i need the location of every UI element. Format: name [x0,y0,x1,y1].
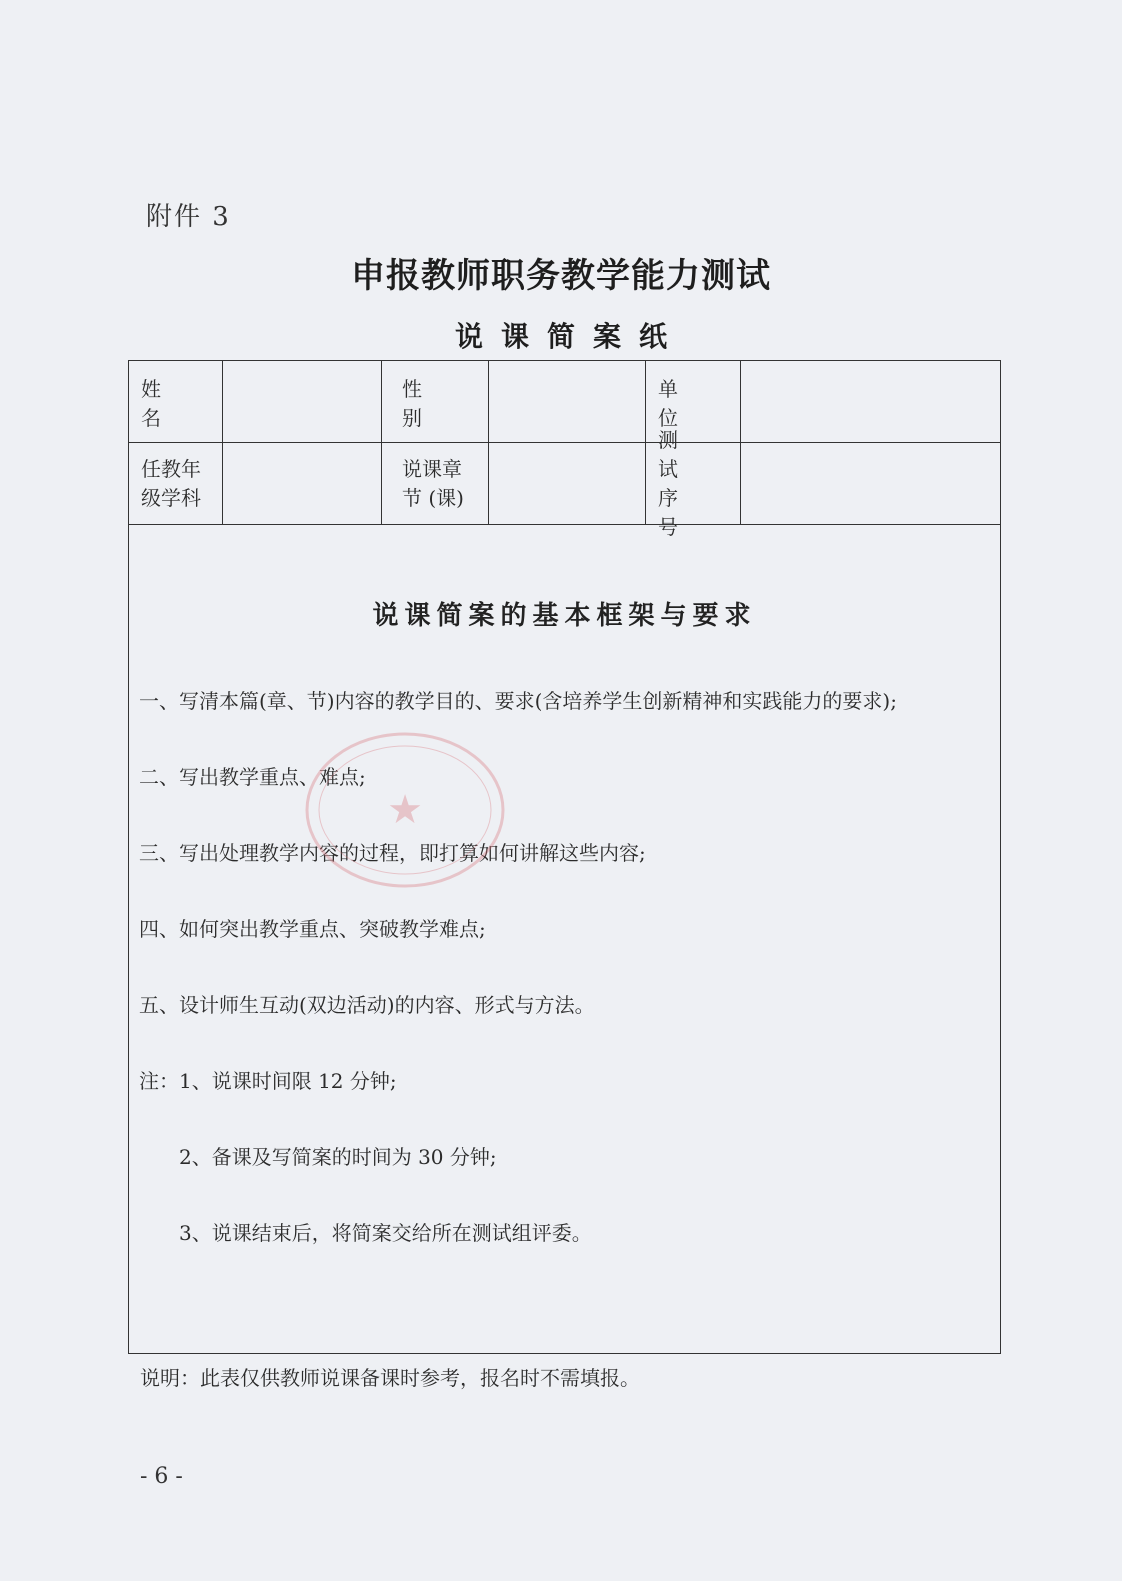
page-number: - 6 - [140,1464,183,1489]
name-label: 姓 名 [129,361,223,442]
note-item: 2、备课及写简案的时间为 30 分钟; [179,1145,497,1169]
attachment-label: 附件 3 [146,202,231,232]
name-field[interactable] [223,361,382,442]
framework-section [129,525,1000,1353]
unit-label: 单 位 [646,361,741,442]
chapter-label: 说课章 节 (课) [382,443,489,524]
requirement-item: 五、设计师生互动(双边活动)的内容、形式与方法。 [139,993,595,1017]
chapter-field[interactable] [489,443,646,524]
requirement-item: 三、写出处理教学内容的过程，即打算如何讲解这些内容; [139,841,646,865]
note-item: 3、说课结束后，将简案交给所在测试组评委。 [179,1221,592,1245]
form-row-lesson-info [129,427,1000,539]
svg-text:★: ★ [387,787,423,833]
lesson-plan-form [128,360,1001,1354]
page-title: 申报教师职务教学能力测试 [351,256,771,296]
form-row-basic-info [129,361,1000,443]
explanation-note: 说明：此表仅供教师说课备课时参考，报名时不需填报。 [140,1366,640,1390]
test-number-field[interactable] [741,443,1000,524]
gender-field[interactable] [489,361,646,442]
requirement-item: 二、写出教学重点、难点; [139,765,366,789]
framework-title: 说课简案的基本框架与要求 [372,601,757,631]
requirement-item: 四、如何突出教学重点、突破教学难点; [139,917,486,941]
unit-field[interactable] [741,361,1000,442]
grade-subject-label: 任教年 级学科 [129,443,223,524]
test-number-label: 测 试 序 号 [646,443,741,524]
note-item: 注：1、说课时间限 12 分钟; [139,1069,397,1093]
page-subtitle: 说课简案纸 [454,320,685,353]
grade-subject-field[interactable] [223,443,382,524]
requirement-item: 一、写清本篇(章、节)内容的教学目的、要求(含培养学生创新精神和实践能力的要求); [139,689,897,713]
gender-label: 性 别 [382,361,489,442]
